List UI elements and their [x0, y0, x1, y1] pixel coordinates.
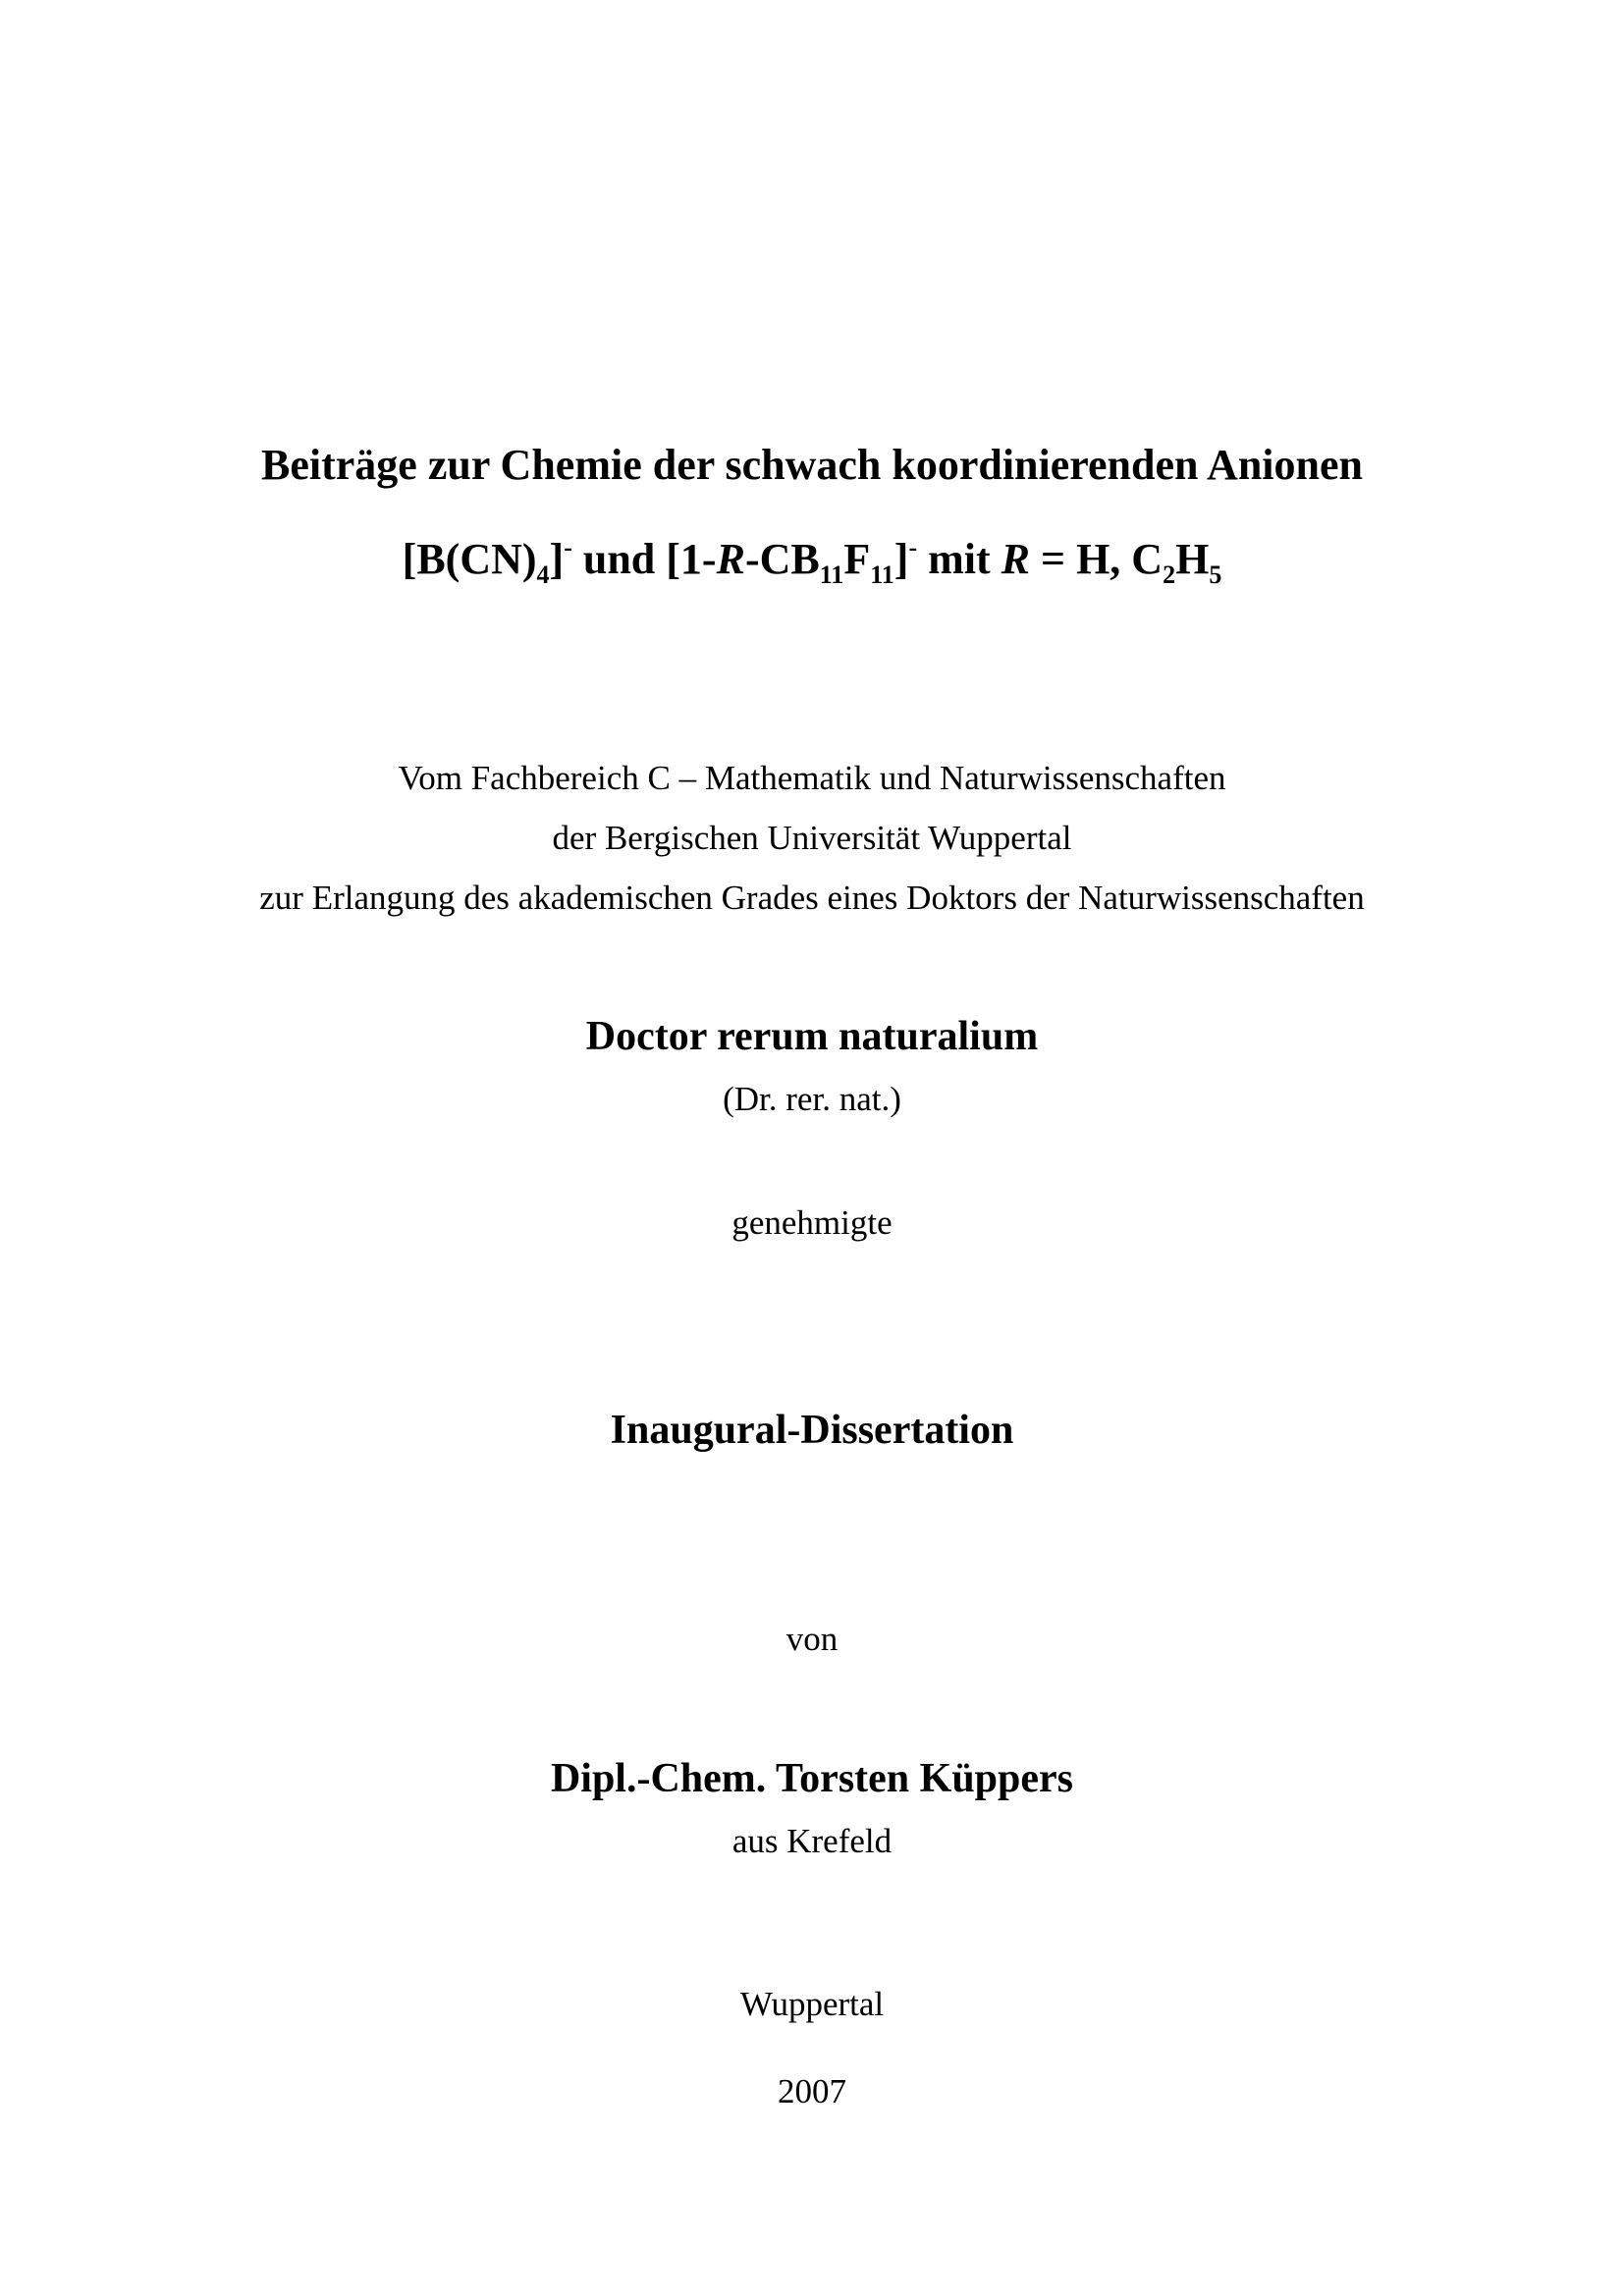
- degree-name: Doctor rerum naturalium: [585, 1014, 1039, 1059]
- anion2-cb: -CB: [744, 535, 820, 583]
- place: Wuppertal: [739, 1985, 885, 2023]
- dissertation-title: Beiträge zur Chemie der schwach koordinierenden Anionen: [261, 441, 1363, 489]
- faculty-line-3: zur Erlangung des akademischen Grades eines Doktors der Naturwissenschaften: [259, 879, 1365, 917]
- formula-equals: = H, C: [1030, 535, 1164, 583]
- anion2-subscript-1: 11: [819, 561, 844, 589]
- anion2-r-symbol: R: [716, 535, 745, 583]
- author-origin: aus Krefeld: [731, 1822, 893, 1860]
- anion-formula: [0, 533, 1624, 589]
- anion1-charge: -: [564, 533, 572, 561]
- carbon-subscript: 2: [1163, 561, 1176, 589]
- degree-abbreviation: (Dr. rer. nat.): [723, 1080, 901, 1118]
- anion1-close: ]: [549, 535, 565, 583]
- anion2-charge: -: [908, 533, 918, 561]
- author-name: Dipl.-Chem. Torsten Küppers: [550, 1756, 1074, 1801]
- by-text: von: [785, 1620, 839, 1658]
- year: 2007: [778, 2072, 846, 2110]
- faculty-line-2: der Bergischen Universität Wuppertal: [552, 819, 1072, 857]
- anion2-f: F: [843, 535, 871, 583]
- anion1-subscript: 4: [536, 561, 550, 589]
- faculty-line-1: Vom Fachbereich C – Mathematik und Naturwissenschaften: [398, 759, 1226, 797]
- anion2-subscript-2: 11: [870, 561, 894, 589]
- document-type: Inaugural-Dissertation: [610, 1408, 1014, 1453]
- approved-text: genehmigte: [731, 1203, 893, 1242]
- r-symbol: R: [1001, 535, 1030, 583]
- formula-conjunction: und: [571, 535, 667, 583]
- hydrogen: H: [1175, 535, 1210, 583]
- formula-mit: mit: [917, 535, 1001, 583]
- anion2-close: ]: [893, 535, 909, 583]
- anion1-base: [B(CN): [402, 535, 537, 583]
- hydrogen-subscript: 5: [1209, 561, 1222, 589]
- anion2-open: [1-: [666, 535, 717, 583]
